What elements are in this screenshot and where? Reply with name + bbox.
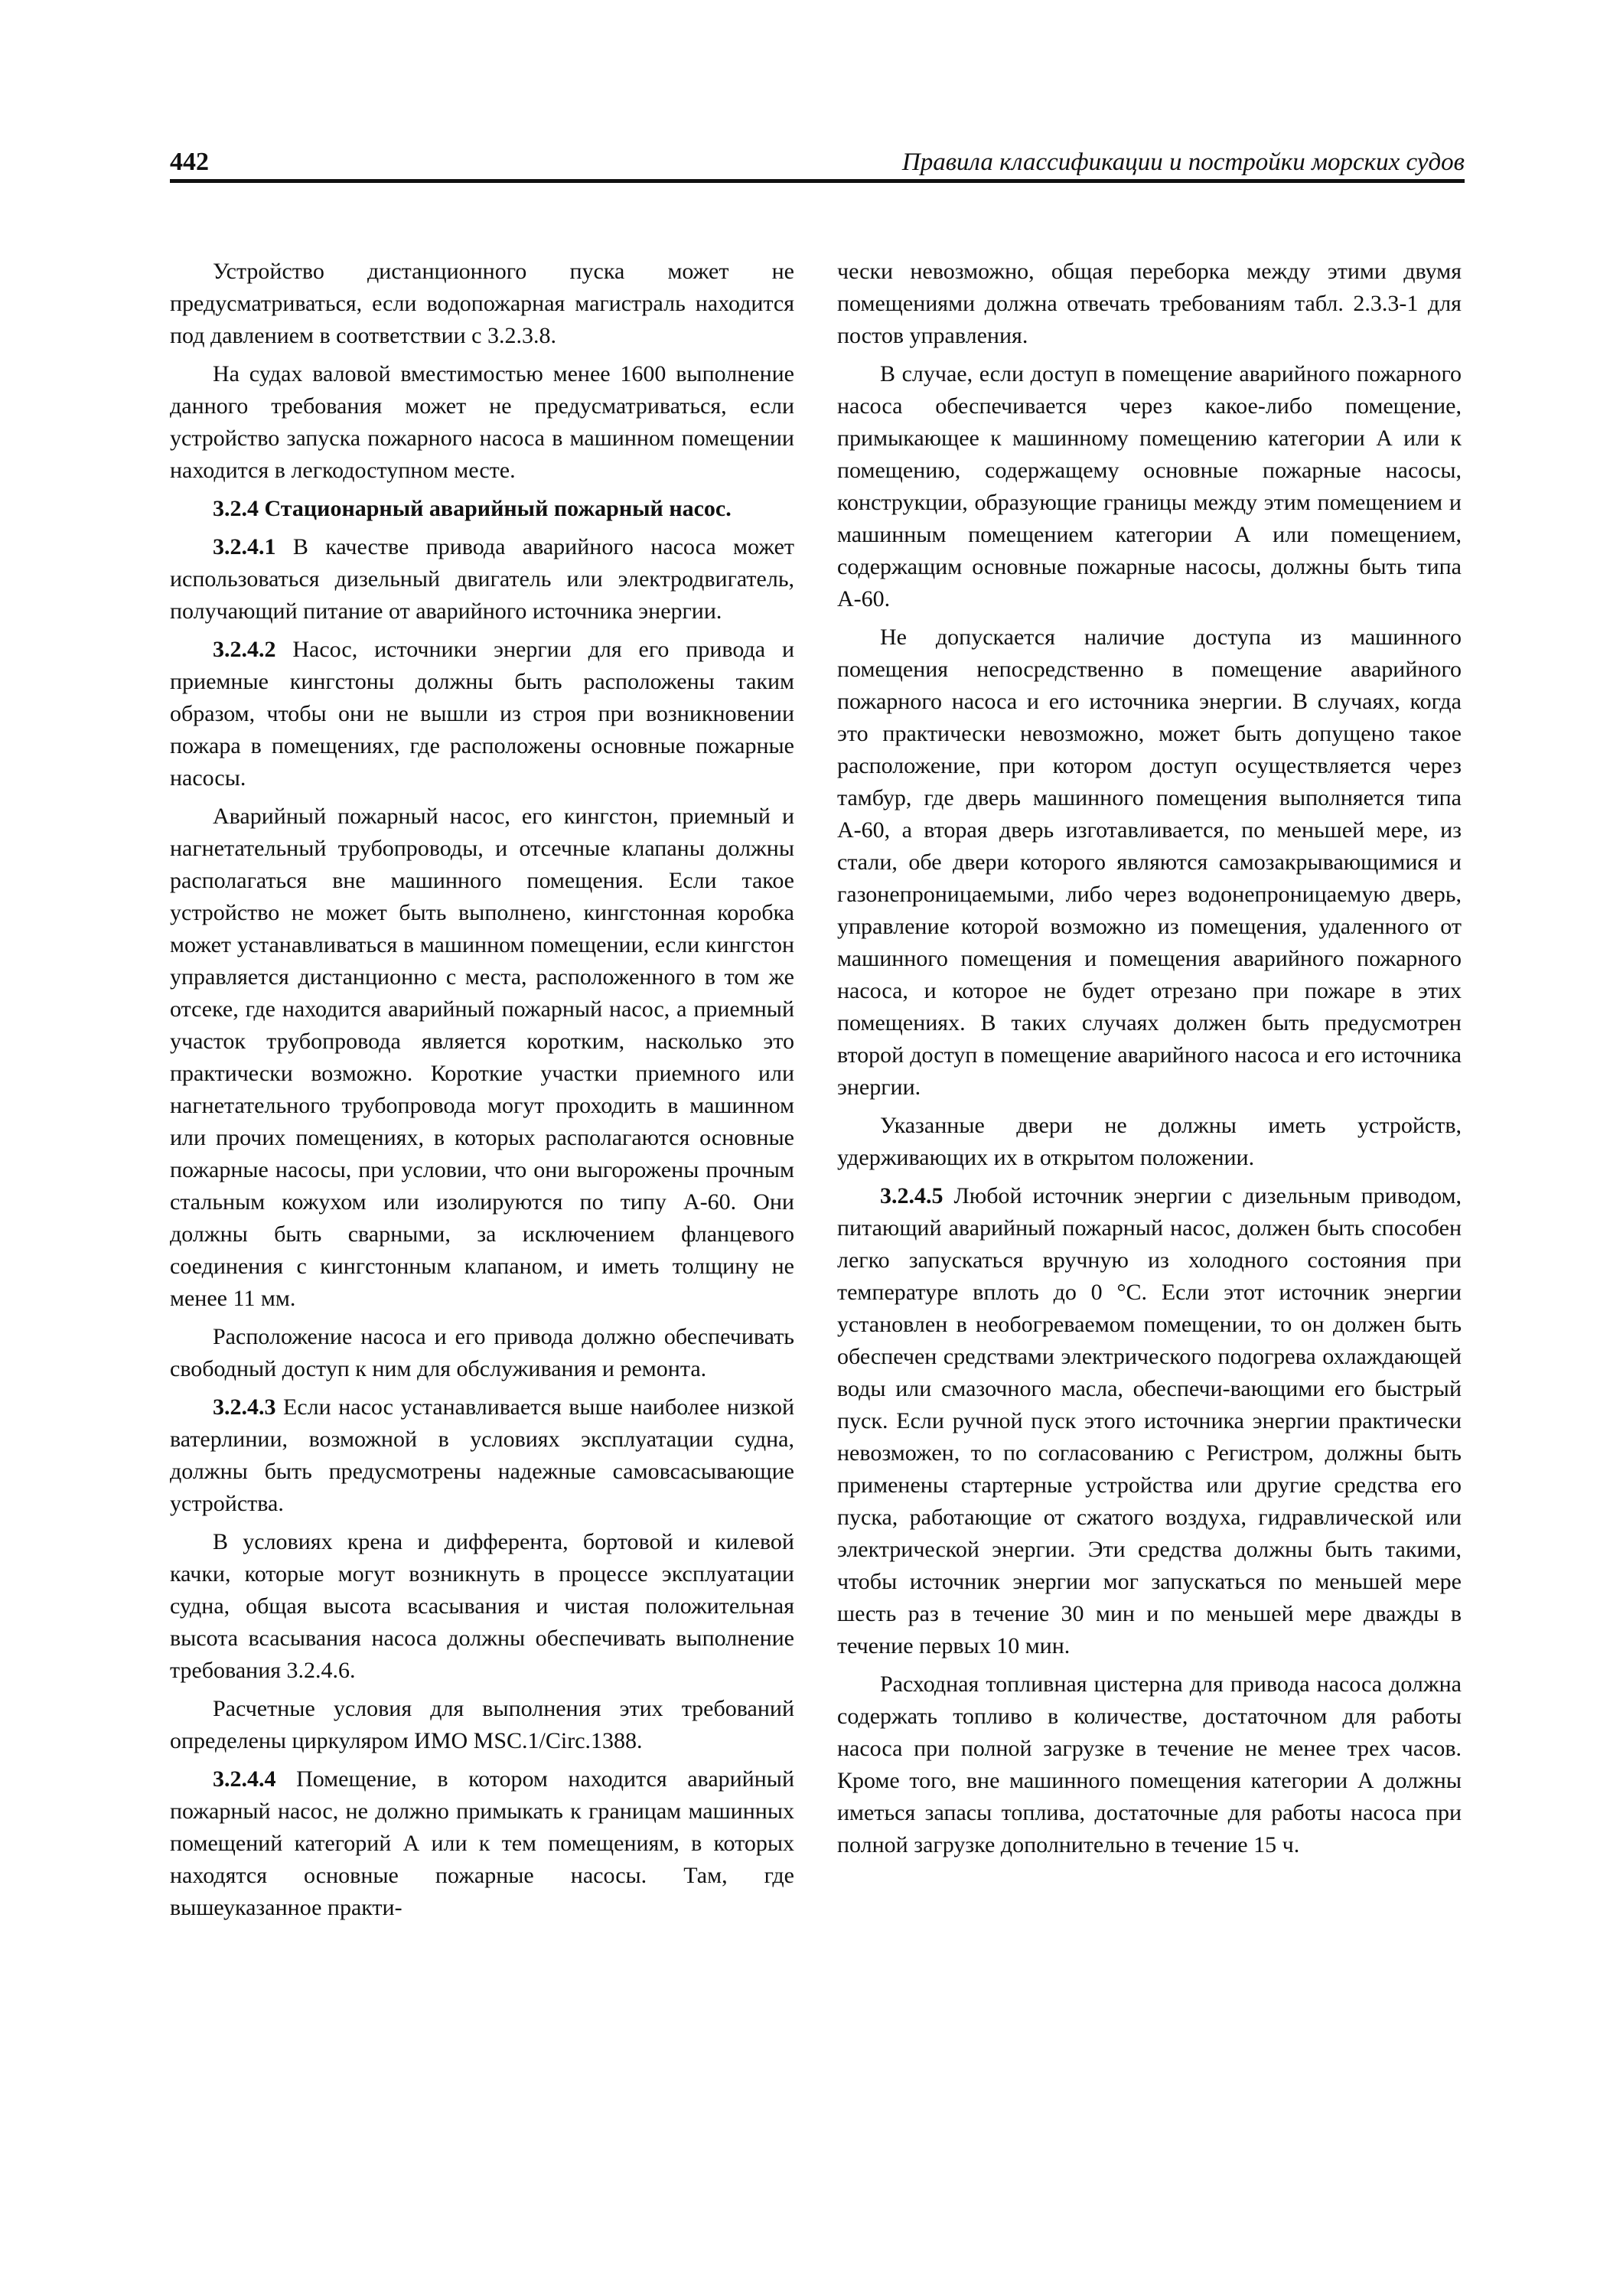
- paragraph-text: Расположение насоса и его привода должно обеспечивать свободный доступ к ним для обслуживания и ремонта.: [170, 1324, 794, 1381]
- paragraph-text: Указанные двери не должны иметь устройств, удерживающих их в открытом положении.: [837, 1113, 1462, 1170]
- section-number: 3.2.4: [213, 496, 259, 521]
- paragraph-text: В условиях крена и дифферента, бортовой и килевой качки, которые могут возникнуть в процессе эксплуатации судна, общая высота всасывания и чистая положительная высота всасывания насоса должны обеспечивать выполнение требования 3.2.4.6.: [170, 1529, 794, 1683]
- paragraph: [837, 358, 1462, 615]
- paragraph-text: Любой источник энергии с дизельным приводом, питающий аварийный пожарный насос, должен быть способен легко запускаться вручную из холодного состояния при температуре вплоть до 0 °С. Если этот источник энергии установлен в необогреваемом помещении, то он должен быть обеспечен средствами электрического подогрева охлаждающей воды или смазочного масла, обеспечи-вающими его быстрый пуск. Если ручной пуск этого источника энергии практически невозможен, то по согласованию с Регистром, должны быть применены стартерные устройства или другие средства его пуска, работающие от сжатого воздуха, гидравлической или электрической энергии. Эти средства должны быть такими, чтобы источник энергии мог запускаться по меньшей мере шесть раз в течение 30 мин и по меньшей мере дважды в течение первых 10 мин.: [837, 1183, 1462, 1658]
- paragraph: [170, 493, 794, 525]
- paragraph: [170, 1526, 794, 1687]
- section-number: 3.2.4.2: [213, 637, 276, 662]
- paragraph: [170, 1391, 794, 1520]
- section-number: 3.2.4.4: [213, 1766, 276, 1792]
- paragraph: [170, 634, 794, 794]
- paragraph-text: чески невозможно, общая переборка между этими двумя помещениями должна отвечать требованиям табл. 2.3.3-1 для постов управления.: [837, 259, 1462, 348]
- paragraph: [170, 358, 794, 487]
- paragraph-text: Устройство дистанционного пуска может не предусматриваться, если водопожарная магистраль находится под давлением в соответствии с 3.2.3.8.: [170, 259, 794, 348]
- paragraph: [170, 1693, 794, 1757]
- section-number: 3.2.4.3: [213, 1394, 276, 1420]
- section-number: 3.2.4.1: [213, 534, 276, 559]
- paragraph: [170, 1763, 794, 1924]
- paragraph: [837, 256, 1462, 352]
- paragraph: [837, 1668, 1462, 1861]
- paragraph-text: Насос, источники энергии для его привода и приемные кингстоны должны быть расположены таким образом, чтобы они не вышли из строя при возникновении пожара в помещениях, где расположены основные пожарные насосы.: [170, 637, 794, 791]
- paragraph-text: Расходная топливная цистерна для привода насоса должна содержать топливо в количестве, достаточном для работы насоса при полной загрузке в течение не менее трех часов. Кроме того, вне машинного помещения категории А должны иметься запасы топлива, достаточные для работы насоса при полной загрузке дополнительно в течение 15 ч.: [837, 1671, 1462, 1857]
- paragraph-text: Помещение, в котором находится аварийный пожарный насос, не должно примыкать к границам машинных помещений категорий А или к тем помещениям, в которых находятся основные пожарные насосы. Там, где вышеуказанное практи-: [170, 1766, 795, 1920]
- header-rule: [170, 179, 1465, 183]
- paragraph-text: Расчетные условия для выполнения этих требований определены циркуляром ИМО MSC.1/Circ.1388.: [170, 1696, 794, 1753]
- paragraph: [170, 1321, 794, 1385]
- left-column: [170, 256, 794, 1930]
- paragraph-text: В случае, если доступ в помещение аварийного пожарного насоса обеспечивается через какое-либо помещение, примыкающее к машинному помещению категории А или к помещению, содержащему основные пожарные насосы, конструкции, образующие границы между этим помещением и машинным помещением категории А или помещением, содержащим основные пожарные насосы, должны быть типа А-60.: [837, 361, 1462, 612]
- paragraph: [837, 1110, 1462, 1174]
- paragraph-text: Если насос устанавливается выше наиболее низкой ватерлинии, возможной в условиях эксплуатации судна, должны быть предусмотрены надежные самовсасывающие устройства.: [170, 1394, 794, 1516]
- right-column: [837, 256, 1462, 1867]
- paragraph-text: Аварийный пожарный насос, его кингстон, приемный и нагнетательный трубопроводы, и отсечные клапаны должны располагаться вне машинного помещения. Если такое устройство не может быть выполнено, кингстонная коробка может устанавливаться в машинном помещении, если кингстон управляется дистанционно с места, расположенного в том же отсеке, где находится аварийный пожарный насос, а приемный участок трубопровода является коротким, насколько это практически возможно. Короткие участки приемного или нагнетательного трубопровода могут проходить в машинном или прочих помещениях, в которых располагаются основные пожарные насосы, при условии, что они выгорожены прочным стальным кожухом или изолируются по типу А-60. Они должны быть сварными, за исключением фланцевого соединения с кингстонным клапаном, и иметь толщину не менее 11 мм.: [170, 804, 794, 1311]
- paragraph: [837, 1180, 1462, 1662]
- section-title: Стационарный аварийный пожарный насос.: [264, 496, 732, 521]
- page-number: 442: [170, 148, 209, 176]
- running-title: Правила классификации и постройки морских судов: [901, 148, 1465, 176]
- paragraph: [170, 801, 794, 1315]
- paragraph: [170, 531, 794, 628]
- section-number: 3.2.4.5: [880, 1183, 943, 1208]
- paragraph: [837, 621, 1462, 1104]
- paragraph: [170, 256, 794, 352]
- paragraph-text: На судах валовой вместимостью менее 1600 выполнение данного требования может не предусматриваться, если устройство запуска пожарного насоса в машинном помещении находится в легкодоступном месте.: [170, 361, 794, 483]
- paragraph-text: В качестве привода аварийного насоса может использоваться дизельный двигатель или электродвигатель, получающий питание от аварийного источника энергии.: [170, 534, 794, 624]
- page-header: [170, 147, 1465, 181]
- paragraph-text: Не допускается наличие доступа из машинного помещения непосредственно в помещение аварийного пожарного насоса и его источника энергии. В случаях, когда это практически невозможно, может быть допущено такое расположение, при котором доступ осуществляется через тамбур, где дверь машинного помещения выполняется типа А-60, а вторая дверь изготавливается, по меньшей мере, из стали, обе двери которого являются самозакрывающимися и газонепроницаемыми, либо через водонепроницаемую дверь, управление которой возможно из помещения, удаленного от машинного помещения и помещения аварийного пожарного насоса, и которое не будет отрезано при пожаре в этих помещениях. В таких случаях должен быть предусмотрен второй доступ в помещение аварийного насоса и его источника энергии.: [837, 625, 1462, 1100]
